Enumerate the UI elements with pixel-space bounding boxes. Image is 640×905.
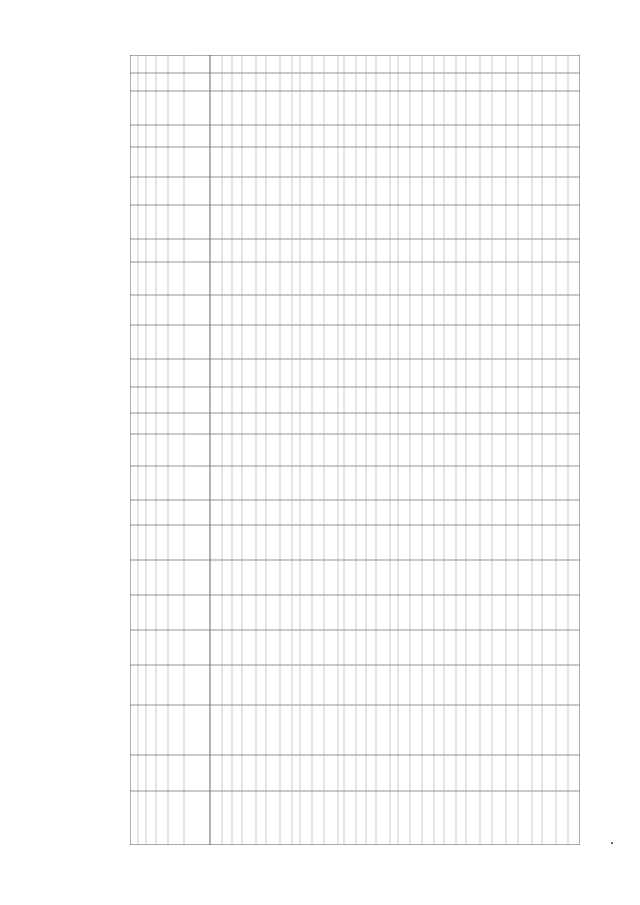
main-table — [130, 55, 580, 845]
caption — [84, 566, 124, 686]
page-mark — [611, 842, 613, 844]
table-grid — [130, 55, 580, 845]
